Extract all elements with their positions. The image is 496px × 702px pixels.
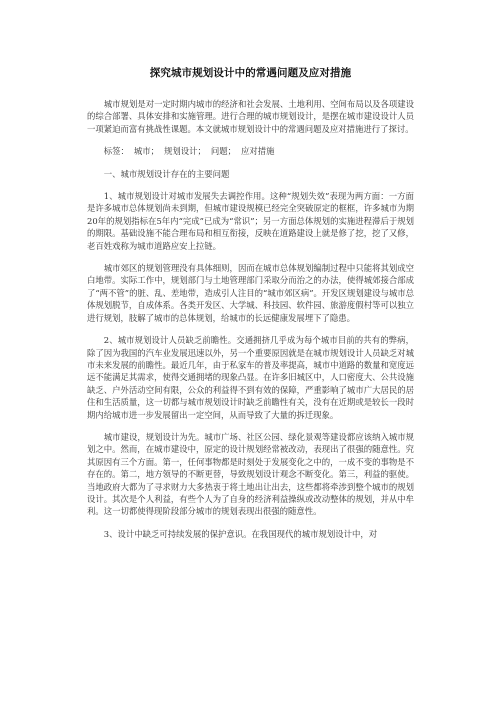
keyword-item: 应对措施: [241, 146, 275, 157]
body-paragraph: 城市建设，规划设计为先。城市广场、社区公园、绿化景观等建设都应该纳入城市规划之中。然而，在城市建设中，原定的设计规划经常被改动，表现出了很强的随意性。究其原因有三个方面。第一，任何事物都是时刻处于发展变化之中的，一成不变的事物是不存在的。第二，地方领导的不断更替，导致规划设计观念不断变化。第三，利益的驱使。当地政府大都为了寻求财力大多热衷于将土地出让出去，这些都将牵涉到整个城市的规划设计。其次是个人利益，有些个人为了自身的经济利益操纵或改动整体的规划，并从中牟利。这一切都使得现阶段部分城市的规划表现出很强的随意性。: [87, 431, 414, 517]
document-title: 探究城市规划设计中的常遇问题及应对措施: [149, 67, 352, 79]
body-paragraph: 城市郊区的规划管理没有具体细则，因而在城市总体规划编制过程中只能将其划成空白地带。实际工作中，规划部门与土地管理部门采取分而治之的办法，使得城郊接合部成了“两不管”的脏、乱、差地带，造成引人注目的“城市郊区病”。开发区规划建设与城市总体规划脱节，自成体系。各类开发区、大学城、科技园、软件园、旅游度假村等可以独立进行规划，肢解了城市的总体规划，给城市的长远健康发展埋下了隐患。: [87, 263, 414, 323]
keywords-label: 标签：: [103, 146, 129, 157]
body-paragraph: 2、城市规划设计人员缺乏前瞻性。交通拥挤几乎成为每个城市目前的共有的弊病，除了因为我国的汽车业发展迅速以外，另一个重要原因就是在城市规划设计人员缺乏对城市未来发展的前瞻性。最近几年，由于私家车的普及率提高，城市中道路的数量和宽度远远不能满足其需求，使得交通拥堵的现象凸显。在许多旧城区中，人口密度大、公共设施缺乏、户外活动空间有限，公众的利益得不到有效的保障，严重影响了城市广大居民的居住和生活质量，这一切都与城市规划设计时缺乏前瞻性有关，没有在近期或是较长一段时期内给城市进一步发展留出一定空间，从而导致了大量的拆迁现象。: [87, 335, 414, 420]
body-paragraph: 1、城市规划设计对城市发展失去调控作用。这种“规划失效”表现为两方面：一方面是许多城市总体规划尚未到期，但城市建设规模已经完全突破原定的框框，许多城市为期20年的规划指标在5年内“完成”已成为“常识”；另一方面总体规划的实施进程滞后于规划的期限。基础设施不能合理布局和相互衔接，反映在道路建设上就是修了挖，挖了又修，老百姓戏称为城市道路应安上拉链。: [87, 191, 414, 251]
abstract-paragraph: 城市规划是对一定时期内城市的经济和社会发展、土地利用、空间布局以及各项建设的综合部署、具体安排和实施管理。进行合理的城市规划设计，是摆在城市建设设计人员一项紧迫而富有挑战性课题。本文就城市规划设计中的常遇问题及应对措施进行了探讨。: [87, 99, 414, 134]
keyword-item: 规划设计；: [164, 146, 206, 157]
body-paragraph: 3、设计中缺乏可持续发展的保护意识。在我国现代的城市规划设计中，对: [103, 528, 378, 539]
keyword-item: 城市；: [133, 146, 160, 157]
keywords-line: [87, 145, 414, 157]
section-heading: 一、城市规划设计存在的主要问题: [103, 168, 230, 179]
keyword-item: 问题；: [210, 146, 237, 157]
